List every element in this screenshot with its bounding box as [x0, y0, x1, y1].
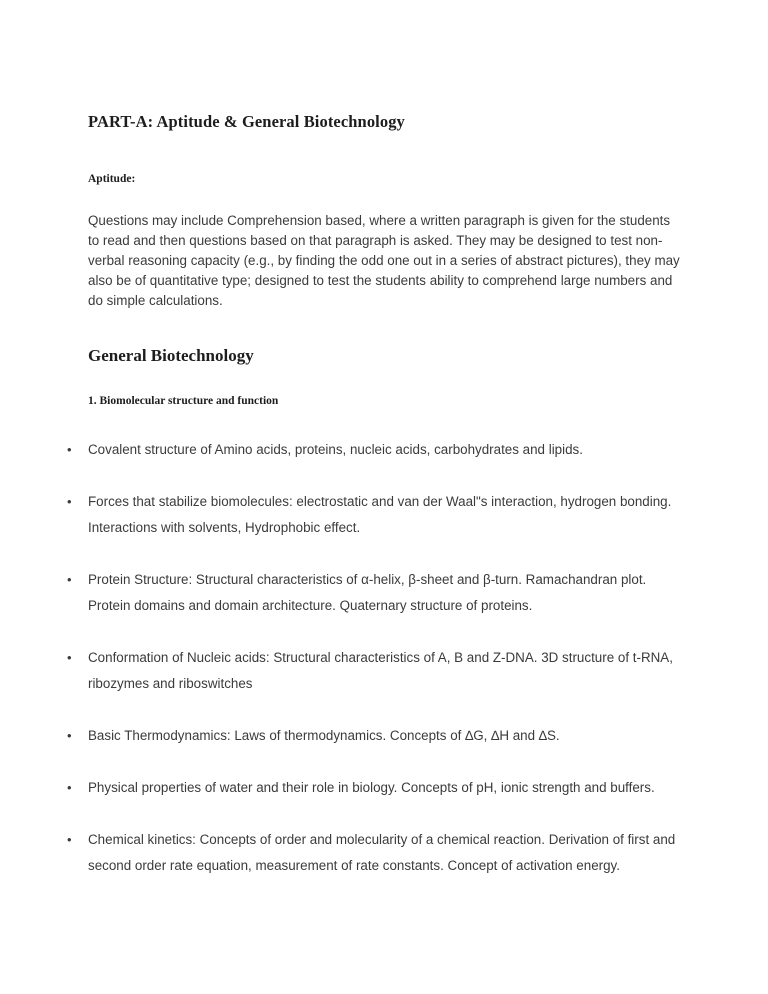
topic-bullet-list	[67, 437, 684, 879]
list-item-text: Protein Structure: Structural characteristics of α-helix, β-sheet and β-turn. Ramachandran plot. Protein domains and domain architecture. Quaternary structure of proteins.	[88, 571, 647, 613]
list-item	[67, 775, 684, 801]
aptitude-label: Aptitude:	[88, 172, 136, 185]
list-item	[67, 645, 684, 697]
list-item	[67, 437, 684, 463]
list-item-text: Covalent structure of Amino acids, proteins, nucleic acids, carbohydrates and lipids.	[88, 441, 583, 457]
section-heading-general-biotechnology: General Biotechnology	[88, 345, 254, 365]
bullet-point-icon: •	[67, 571, 72, 587]
bullet-point-icon: •	[67, 441, 72, 457]
bullet-point-icon: •	[67, 831, 72, 847]
list-item-text: Conformation of Nucleic acids: Structural characteristics of A, B and Z-DNA. 3D structure of t-RNA, ribozymes and riboswitches	[88, 649, 673, 691]
list-item-text: Basic Thermodynamics: Laws of thermodynamics. Concepts of ∆G, ∆H and ∆S.	[88, 727, 560, 743]
list-item	[67, 827, 684, 879]
list-item-text: Forces that stabilize biomolecules: electrostatic and van der Waal"s interaction, hydrogen bonding. Interactions with solvents, Hydrophobic effect.	[88, 493, 672, 535]
bullet-point-icon: •	[67, 779, 72, 795]
document-content	[67, 112, 684, 879]
bullet-point-icon: •	[67, 493, 72, 509]
aptitude-paragraph: Questions may include Comprehension based, where a written paragraph is given for the students to read and then questions based on that paragraph is asked. They may be designed to test non-verbal reasoning capacity (e.g., by finding the odd one out in a series of abstract pictures), they may also be of quantitative type; designed to test the students ability to comprehend large numbers and do simple calculations.	[88, 212, 680, 309]
list-item-text: Physical properties of water and their role in biology. Concepts of pH, ionic strength and buffers.	[88, 779, 655, 795]
section-subheading-biomolecular-structure: 1. Biomolecular structure and function	[88, 395, 279, 407]
list-item	[67, 723, 684, 749]
list-item-text: Chemical kinetics: Concepts of order and molecularity of a chemical reaction. Derivation of first and second order rate equation, measurement of rate constants. Concept of activation energy.	[88, 831, 676, 873]
bullet-point-icon: •	[67, 727, 72, 743]
list-item	[67, 567, 684, 619]
bullet-point-icon: •	[67, 649, 72, 665]
list-item	[67, 489, 684, 541]
page-title: PART-A: Aptitude & General Biotechnology	[88, 112, 405, 131]
